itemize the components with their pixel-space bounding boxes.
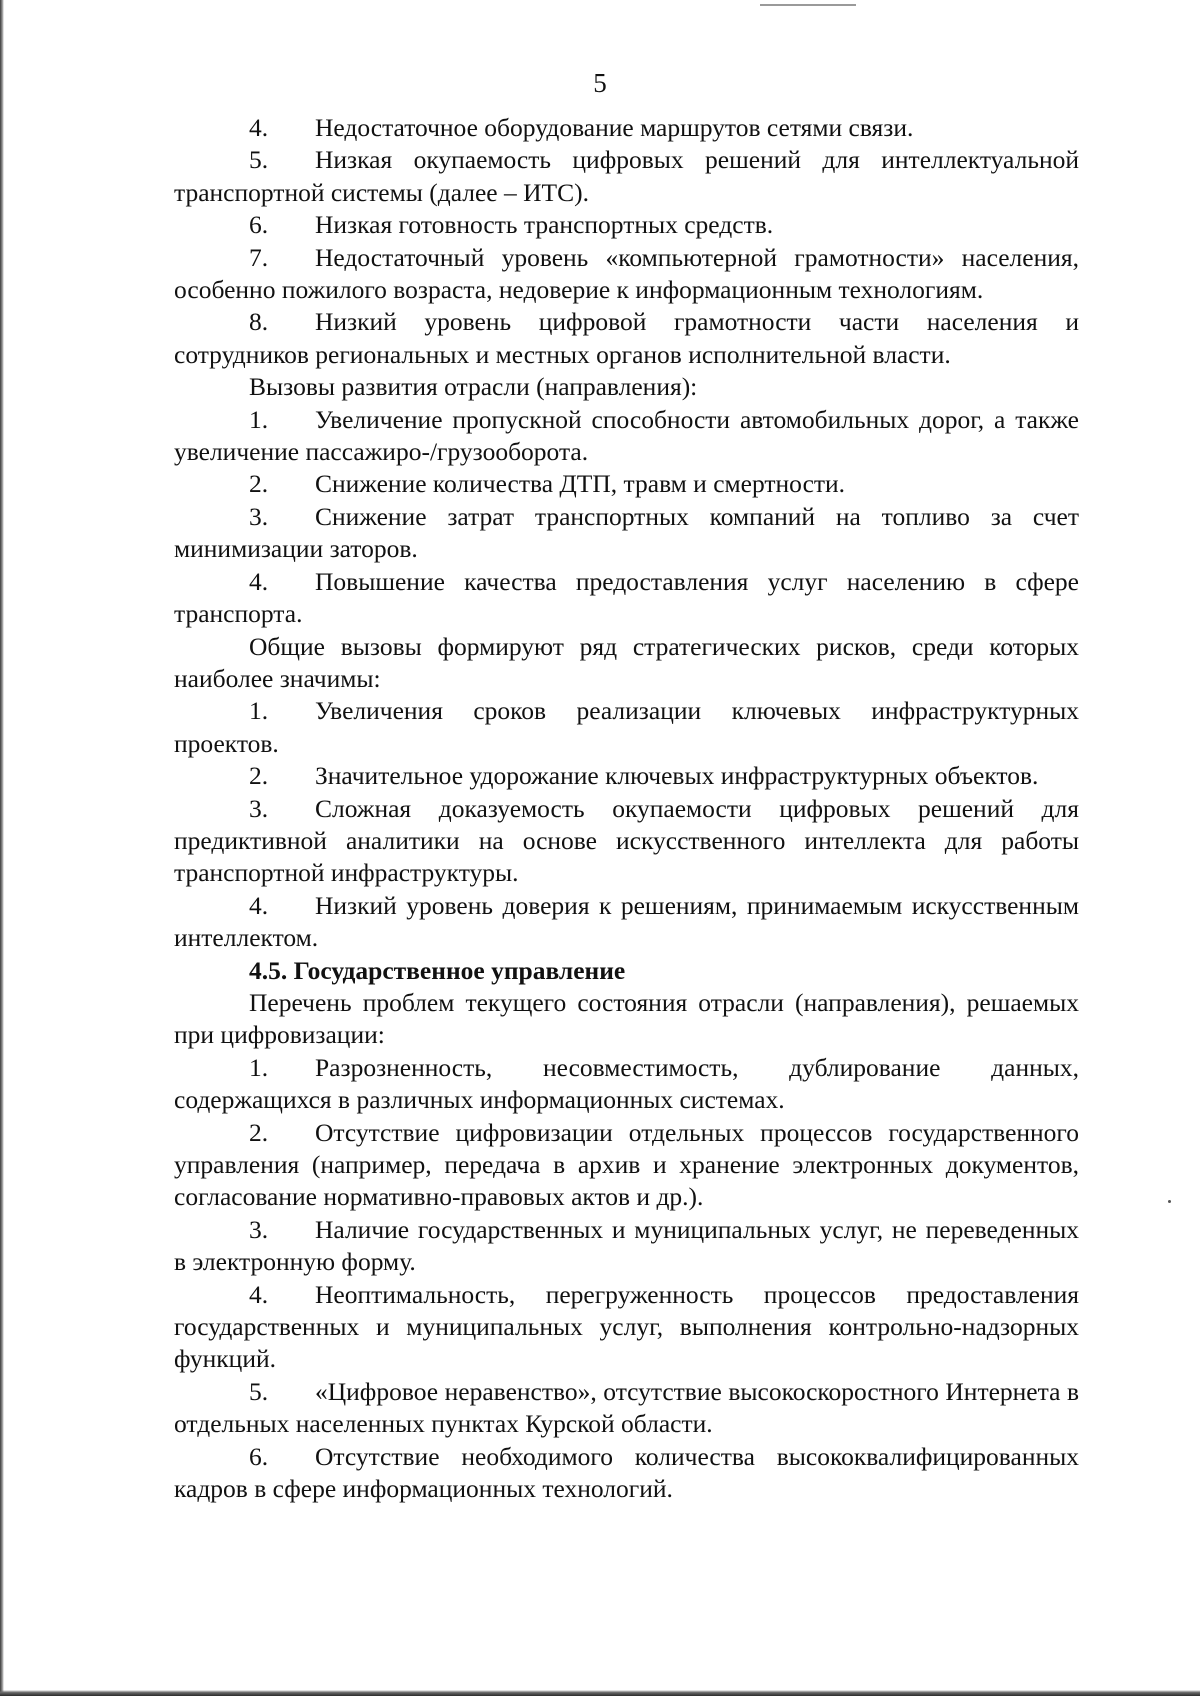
list-item-number: 2. xyxy=(249,1117,269,1147)
list-item xyxy=(174,793,1079,890)
list-item-text: Увеличения сроков реализации ключевых инфраструктурных проектов. xyxy=(174,696,1079,758)
list-item-number: 5. xyxy=(249,145,269,175)
list-item xyxy=(174,695,1079,760)
list-item-number: 7. xyxy=(249,242,269,272)
list-item-number: 3. xyxy=(249,793,269,823)
list-item xyxy=(174,209,1079,241)
list-item xyxy=(174,404,1079,469)
list-item-text: Отсутствие цифровизации отдельных процессов государственного управления (например, передача в архив и хранение электронных документов, согласование нормативно-правовых актов и др.). xyxy=(174,1117,1079,1212)
list-item-number: 4. xyxy=(249,890,269,920)
list-item-number: 3. xyxy=(249,1214,269,1244)
list-item-text: Наличие государственных и муниципальных услуг, не переведенных в электронную форму. xyxy=(174,1214,1079,1277)
list-item xyxy=(174,468,1079,500)
scan-edge-left xyxy=(0,0,4,1696)
list-item-text: Разрозненность, несовместимость, дублирование данных, содержащихся в различных информационных системах. xyxy=(174,1052,1079,1115)
page-number-row xyxy=(0,66,1200,100)
list-item xyxy=(174,306,1079,371)
list-item-number: 1. xyxy=(249,1052,269,1082)
list-item-text: Низкая готовность транспортных средств. xyxy=(315,210,774,240)
scan-mark-top xyxy=(760,4,856,6)
list-item-text: Значительное удорожание ключевых инфраструктурных объектов. xyxy=(315,761,1039,791)
list-item-number: 1. xyxy=(249,696,269,726)
list-item-text: Недостаточный уровень «компьютерной грамотности» населения, особенно пожилого возраста, недоверие к информационным технологиям. xyxy=(174,242,1079,305)
list-item-number: 4. xyxy=(249,566,269,596)
list-item xyxy=(174,760,1079,792)
list-item-text: Отсутствие необходимого количества высококвалифицированных кадров в сфере информационных технологий. xyxy=(174,1441,1079,1504)
list-item xyxy=(174,1052,1079,1117)
list-item-number: 3. xyxy=(249,501,269,531)
list-item-number: 2. xyxy=(249,761,269,791)
list-item-number: 5. xyxy=(249,1376,269,1406)
list-item-text: Неоптимальность, перегруженность процессов предоставления государственных и муниципальных услуг, выполнения контрольно-надзорных функций. xyxy=(174,1279,1079,1374)
list-item-text: Увеличение пропускной способности автомобильных дорог, а также увеличение пассажиро-/грузооборота. xyxy=(174,404,1079,467)
scan-edge-bottom xyxy=(0,1690,1200,1696)
list-item xyxy=(174,1117,1079,1214)
list-item xyxy=(174,1441,1079,1506)
paragraph: Вызовы развития отрасли (направления): xyxy=(249,372,698,402)
list-item-number: 2. xyxy=(249,469,269,499)
section-heading: 4.5. Государственное управление xyxy=(249,955,626,985)
paragraph: Перечень проблем текущего состояния отрасли (направления), решаемых при цифровизации: xyxy=(174,987,1079,1050)
list-item-number: 4. xyxy=(249,1279,269,1309)
list-item xyxy=(174,144,1079,209)
page-number: 5 xyxy=(593,68,607,98)
list-item-text: Низкий уровень цифровой грамотности части населения и сотрудников региональных и местных органов исполнительной власти. xyxy=(174,307,1079,369)
list-item-text: Снижение количества ДТП, травм и смертности. xyxy=(315,469,846,499)
paragraph: Общие вызовы формируют ряд стратегических рисков, среди которых наиболее значимы: xyxy=(174,631,1079,693)
list-item-text: Низкая окупаемость цифровых решений для интеллектуальной транспортной системы (далее – ИТС). xyxy=(174,145,1079,207)
list-item-number: 1. xyxy=(249,404,269,434)
list-item xyxy=(174,1279,1079,1376)
list-item-number: 8. xyxy=(249,307,269,337)
list-item-number: 6. xyxy=(249,1441,269,1471)
list-item xyxy=(174,501,1079,566)
scan-speck xyxy=(1168,1200,1171,1203)
list-item-text: Низкий уровень доверия к решениям, принимаемым искусственным интеллектом. xyxy=(174,890,1079,953)
list-item xyxy=(174,1214,1079,1279)
list-item xyxy=(174,242,1079,307)
list-item-number: 4. xyxy=(249,113,269,142)
list-item-text: Недостаточное оборудование маршрутов сетями связи. xyxy=(315,113,914,142)
list-item-number: 6. xyxy=(249,210,269,240)
list-item-text: Снижение затрат транспортных компаний на топливо за счет минимизации заторов. xyxy=(174,501,1079,564)
document-body xyxy=(174,112,1079,1505)
list-item-text: Сложная доказуемость окупаемости цифровых решений для предиктивной аналитики на основе искусственного интеллекта для работы транспортной инфраструктуры. xyxy=(174,793,1079,888)
list-item-text: Повышение качества предоставления услуг населению в сфере транспорта. xyxy=(174,566,1079,629)
list-item-text: «Цифровое неравенство», отсутствие высокоскоростного Интернета в отдельных населенных пунктах Курской области. xyxy=(174,1376,1079,1439)
list-item xyxy=(174,1376,1079,1441)
list-item xyxy=(174,890,1079,955)
list-item xyxy=(174,566,1079,631)
list-item xyxy=(174,112,1079,144)
